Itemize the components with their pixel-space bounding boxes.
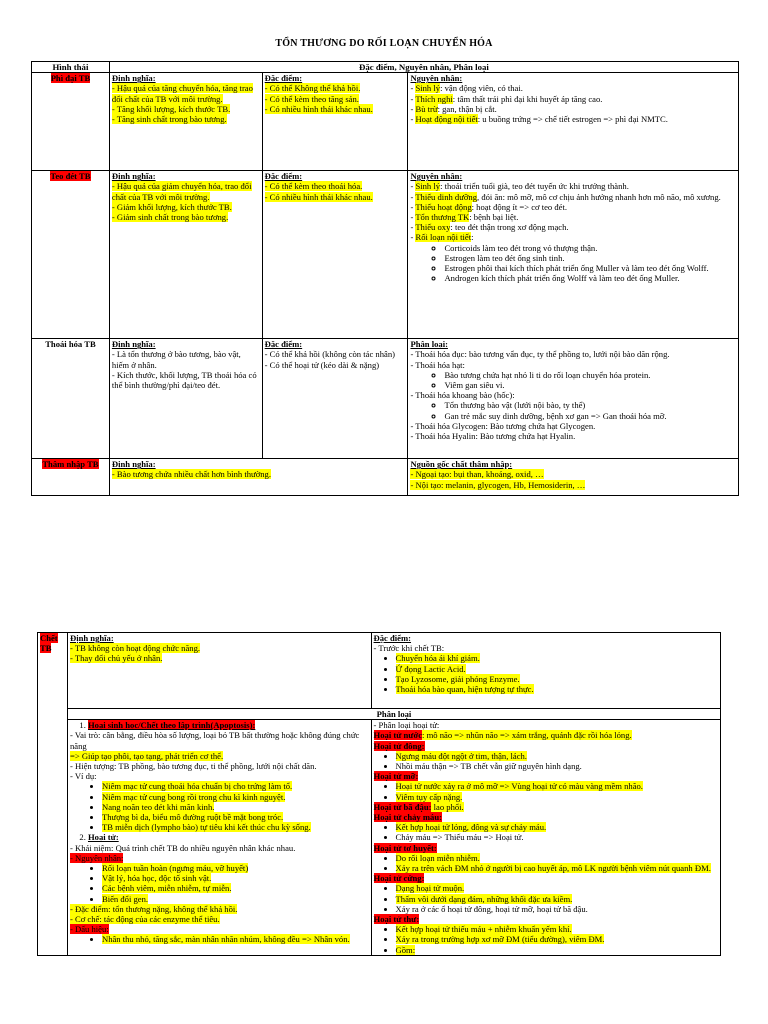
- text-line: - Ví dụ:: [69, 771, 97, 782]
- text-line: - Dấu hiệu:: [69, 924, 109, 935]
- examples-list: [70, 781, 369, 832]
- row-name: Phì đại TB: [50, 73, 91, 84]
- origin-item: - Ngoại tạo: bụi than, khoáng, oxid, …: [410, 469, 544, 480]
- feature-item: - Có thể khả hồi (không còn tác nhân): [264, 349, 395, 360]
- signs-list: [70, 934, 369, 944]
- text-line: => Giúp tạo phôi, tạo tạng, phát triển cơ thể.: [69, 750, 224, 761]
- header-details: Đặc điểm, Nguyên nhân, Phân loại: [109, 62, 738, 73]
- table-cell-death: [37, 632, 721, 956]
- features-label: Đặc điểm:: [264, 73, 303, 84]
- text-line: - Vai trò: cân bằng, điều hòa số lượng, loại bỏ TB bất thường hoặc không đúng chức năng: [69, 730, 360, 751]
- origin-label: Nguồn gốc chất thâm nhập:: [410, 459, 513, 470]
- definition-item: - Tăng sinh chất trong bào tương.: [111, 114, 227, 125]
- feature-item: - Có thể Không thể khả hồi.: [264, 83, 361, 94]
- cause-item: - Sinh lý: vận động viên, có thai.: [410, 83, 523, 94]
- list-item: • Kết hợp hoại tử lỏng, đông và sự chảy máu.: [396, 822, 718, 832]
- cause-item: - Thích nghi: tâm thất trái phì đại khi huyết áp tăng cao.: [410, 93, 603, 104]
- feature-item: - Có thể hoại tử (kéo dài & nặng): [264, 359, 380, 370]
- causes-list: [70, 863, 369, 904]
- list-item: • Các bệnh viêm, miễn nhiễm, tự miễn.: [102, 883, 369, 893]
- list-item: • Do rối loạn miễn nhiễm.: [396, 853, 718, 863]
- definition-item: - Tăng khối lượng, kích thước TB.: [111, 103, 231, 114]
- causes-label: Nguyên nhân:: [410, 171, 463, 182]
- list-item: • Biến đổi gen.: [102, 894, 369, 904]
- list-item: • Nhân thu nhỏ, tăng sắc, màn nhân nhăn nhúm, không đều => Nhân vón.: [102, 934, 369, 944]
- classification-item: - Thoái hóa đục: bào tương vẩn đục, ty thể phồng to, lưới nội bào dãn rộng.: [410, 349, 670, 360]
- definition-label: Định nghĩa:: [111, 73, 156, 84]
- list-item: • Kết hợp hoại tử thiếu máu + nhiễm khuẩn yếm khí.: [396, 924, 718, 934]
- features-label: Đặc điểm:: [264, 171, 303, 182]
- feature-item: - Có nhiều hình thái khác nhau.: [264, 191, 373, 202]
- causes-label: Nguyên nhân:: [410, 73, 463, 84]
- list-item: ◦ Estrogen phôi thai kích thích phát triển ống Muller và làm teo đét ống Wolff.: [444, 263, 736, 273]
- necrosis-type: Hoại tử bã đậu: lao phổi.: [373, 801, 464, 812]
- list-item: ◦ Gan trẻ mắc suy dinh dưỡng, bệnh xơ gan => Gan thoái hóa mỡ.: [444, 411, 736, 421]
- cause-item: - Sinh lý: thoái triển tuổi già, teo đét tuyến ức khi trưởng thành.: [410, 181, 629, 192]
- definition-label: Định nghĩa:: [69, 633, 114, 643]
- definition-item: - Hậu quả của giảm chuyển hóa, trao đổi chất của TB với môi trường.: [111, 181, 252, 202]
- list-item: • Nang noãn teo đét khi mãn kinh.: [102, 802, 369, 812]
- table-row: [32, 171, 739, 339]
- cause-item: - Thiếu hoạt động: hoạt động ít => cơ teo đét.: [410, 201, 568, 212]
- origin-item: - Nội tạo: melanin, glycogen, Hb, Hemosiderin, …: [410, 479, 586, 490]
- cause-item: - Rối loạn nội tiết:: [410, 232, 474, 243]
- list-item: • Rối loạn tuần hoàn (ngưng máu, vỡ huyết): [102, 863, 369, 873]
- death-types-list-2: [70, 832, 369, 842]
- text-line: - Phân loại hoại tử:: [373, 720, 440, 731]
- cause-item: - Thiếu oxy: teo đét thận trong xơ động mạch.: [410, 222, 569, 233]
- list-item: ◦ Corticoids làm teo đét trong vỏ thượng thận.: [444, 243, 736, 253]
- necrosis-type: Hoại tử mỡ:: [373, 771, 419, 782]
- definition-item: - Giảm sinh chất trong bào tương.: [111, 212, 229, 223]
- necrosis-list: [374, 781, 718, 801]
- classification-header: Phân loại: [67, 709, 720, 720]
- definition-label: Định nghĩa:: [111, 339, 156, 350]
- necrosis-type: Hoại tử thư:: [373, 914, 420, 925]
- list-item: 2. Hoại tử:: [88, 832, 369, 842]
- list-item: • Xảy ra ở các ổ hoại tử đông, hoại tử mỡ, hoại tử bã đậu.: [396, 904, 718, 914]
- cause-item: - Tổn thương TK: bệnh bại liệt.: [410, 212, 519, 223]
- classification-item: - Thoái hóa Glycogen: Bào tương chứa hạt Glycogen.: [410, 420, 596, 431]
- necrosis-list: [374, 924, 718, 955]
- list-item: • Vật lý, hóa học, độc tố sinh vật.: [102, 873, 369, 883]
- list-item: • Ứ đọng Lactic Acid.: [396, 664, 718, 674]
- table-header-row: [32, 62, 739, 73]
- classification-item: - Thoái hóa Hyalin: Bào tương chứa hạt Hyalin.: [410, 431, 576, 442]
- definition-item: - Thay đổi chủ yếu ở nhân.: [69, 653, 163, 664]
- list-item: • TB miễn dịch (lympho bào) tự tiêu khi kết thúc chu kỳ sống.: [102, 822, 369, 832]
- classification-label: Phân loại:: [410, 339, 448, 350]
- list-item: • Niêm mạc tử cung thoái hóa chuẩn bị cho trứng làm tổ.: [102, 781, 369, 791]
- list-item: • Chuyển hóa ái khí giảm.: [396, 653, 718, 663]
- endocrine-sublist: [410, 243, 736, 284]
- features-label: Đặc điểm:: [373, 633, 412, 643]
- list-item: • Chảy máu => Thiếu máu => Hoại tử.: [396, 832, 718, 842]
- definition-item: - TB không còn hoạt động chức năng.: [69, 643, 201, 654]
- necrosis-list: [374, 822, 718, 842]
- cause-item: - Thiếu dinh dưỡng, đói ăn: mô mỡ, mô cơ chịu ảnh hưởng nhanh hơn mô não, mô xương.: [410, 191, 721, 202]
- necrosis-type: Hoại tử tơ huyết:: [373, 842, 437, 853]
- sublist: [410, 370, 736, 390]
- text-line: - Hiện tượng: TB phồng, bào tương đục, ti thể phồng, lưới nội chất dãn.: [69, 761, 317, 772]
- sublist: [410, 400, 736, 420]
- list-item: • Ngưng máu đột ngột ở tim, thận, lách.: [396, 751, 718, 761]
- row-name: Thâm nhập TB: [42, 459, 99, 470]
- definition-item: - Là tổn thương ở bào tương, bào vật, hiếm ở nhân.: [111, 349, 241, 370]
- definition-label: Định nghĩa:: [111, 459, 156, 470]
- cause-item: - Hoạt động nội tiết: u buồng trứng => chế tiết estrogen => phì đại NMTC.: [410, 114, 668, 125]
- features-list: [374, 653, 718, 694]
- definition-item: - Bào tương chứa nhiều chất hơn bình thường.: [111, 469, 272, 480]
- table-row: [38, 720, 721, 956]
- text-line: - Nguyên nhân:: [69, 852, 124, 863]
- necrosis-list: [374, 853, 718, 873]
- classification-item: - Thoái hóa khoang bào (hốc):: [410, 390, 515, 401]
- list-item: 1. Hoại sinh học/Chết theo lập trình(Apoptosis):: [88, 720, 369, 730]
- text-line: - Cơ chế: tác động của các enzyme thể tiêu.: [69, 914, 220, 925]
- death-types-list: [70, 720, 369, 730]
- list-item: • Xảy ra trên vách ĐM nhỏ ở người bị cao huyết áp, mô LK người bệnh viêm nút quanh ĐM.: [396, 863, 718, 873]
- feature-item: - Có thể kèm theo thoái hóa.: [264, 181, 363, 192]
- row-name: Teo đét TB: [50, 171, 91, 182]
- table-row: [38, 633, 721, 709]
- classification-item: - Thoái hóa hạt:: [410, 359, 465, 370]
- list-item: ◦ Viêm gan siêu vi.: [444, 380, 736, 390]
- header-morphology: Hình thái: [32, 62, 110, 73]
- list-item: • Thoái hóa bào quan, hiện tượng tự thực.: [396, 684, 718, 694]
- table-row: [32, 339, 739, 459]
- list-item: • Dạng hoại tử muộn.: [396, 883, 718, 893]
- list-item: • Thượng bì da, biểu mô đường ruột bề mặt bong tróc.: [102, 812, 369, 822]
- list-item: ◦ Tổn thương bào vật (lưới nội bào, ty thể): [444, 400, 736, 410]
- row-name: Chết TB: [40, 633, 58, 654]
- definition-item: - Hậu quả của tăng chuyển hóa, tăng trao đổi chất của TB với môi trường.: [111, 83, 253, 104]
- features-intro: - Trước khi chết TB:: [373, 643, 445, 654]
- features-label: Đặc điểm:: [264, 339, 303, 350]
- list-item: • Viêm tụy cấp nặng.: [396, 792, 718, 802]
- list-item: • Tạo Lyzosome, giải phóng Enzyme.: [396, 674, 718, 684]
- table-row: [32, 73, 739, 171]
- list-item: ◦ Bào tương chứa hạt nhỏ li ti do rối loạn chuyển hóa protein.: [444, 370, 736, 380]
- text-line: - Đặc điểm: tổn thương nặng, không thể khả hồi.: [69, 903, 238, 914]
- list-item: ◦ Androgen kích thích phát triển ống Wolff và làm teo đét ống Muller.: [444, 273, 736, 283]
- feature-item: - Có nhiều hình thái khác nhau.: [264, 103, 373, 114]
- list-item: • Nhồi máu thận => TB chết vẫn giữ nguyên hình dạng.: [396, 761, 718, 771]
- table-row: [32, 459, 739, 496]
- definition-label: Định nghĩa:: [111, 171, 156, 182]
- classification-header-row: [38, 709, 721, 720]
- cause-item: - Bù trừ: gan, thận bị cắt.: [410, 103, 497, 114]
- table-morphology: [31, 61, 739, 496]
- necrosis-list: [374, 751, 718, 771]
- page-title: TỔN THƯƠNG DO RỐI LOẠN CHUYỂN HÓA: [275, 38, 493, 49]
- row-name: Thoái hóa TB: [45, 339, 96, 350]
- necrosis-type: Hoại tử đông:: [373, 740, 425, 751]
- definition-item: - Kích thước, khối lượng, TB thoái hóa có thể bình thường/phì đại/teo đét.: [111, 369, 257, 391]
- definition-item: - Giảm khối lượng, kích thước TB.: [111, 201, 232, 212]
- list-item: ◦ Estrogen làm teo đét ống sinh tinh.: [444, 253, 736, 263]
- necrosis-type: Hoại tử cứng:: [373, 873, 425, 884]
- list-item: • Thấm vôi dưới dạng đám, những khối đặc ưa kiềm.: [396, 894, 718, 904]
- list-item: • Niêm mạc tử cung bong rồi trong chu kì kinh nguyệt.: [102, 792, 369, 802]
- feature-item: - Có thể kèm theo tăng sản.: [264, 93, 359, 104]
- list-item: • Gồm:: [396, 945, 718, 955]
- list-item: • Hoại tử nước xảy ra ở mô mỡ => Vùng hoại tử có màu vàng mềm nhão.: [396, 781, 718, 791]
- necrosis-list: [374, 883, 718, 914]
- list-item: • Xảy ra trong trường hợp xơ mỡ ĐM (tiểu đường), viêm ĐM.: [396, 934, 718, 944]
- necrosis-type: Hoại tử nước: mô não => nhũn não => xám trắng, quánh đặc rồi hóa lỏng.: [373, 730, 632, 741]
- necrosis-type: Hoại tử chảy máu:: [373, 812, 442, 823]
- text-line: - Khái niệm: Quá trình chết TB do nhiều nguyên nhân khác nhau.: [69, 842, 296, 853]
